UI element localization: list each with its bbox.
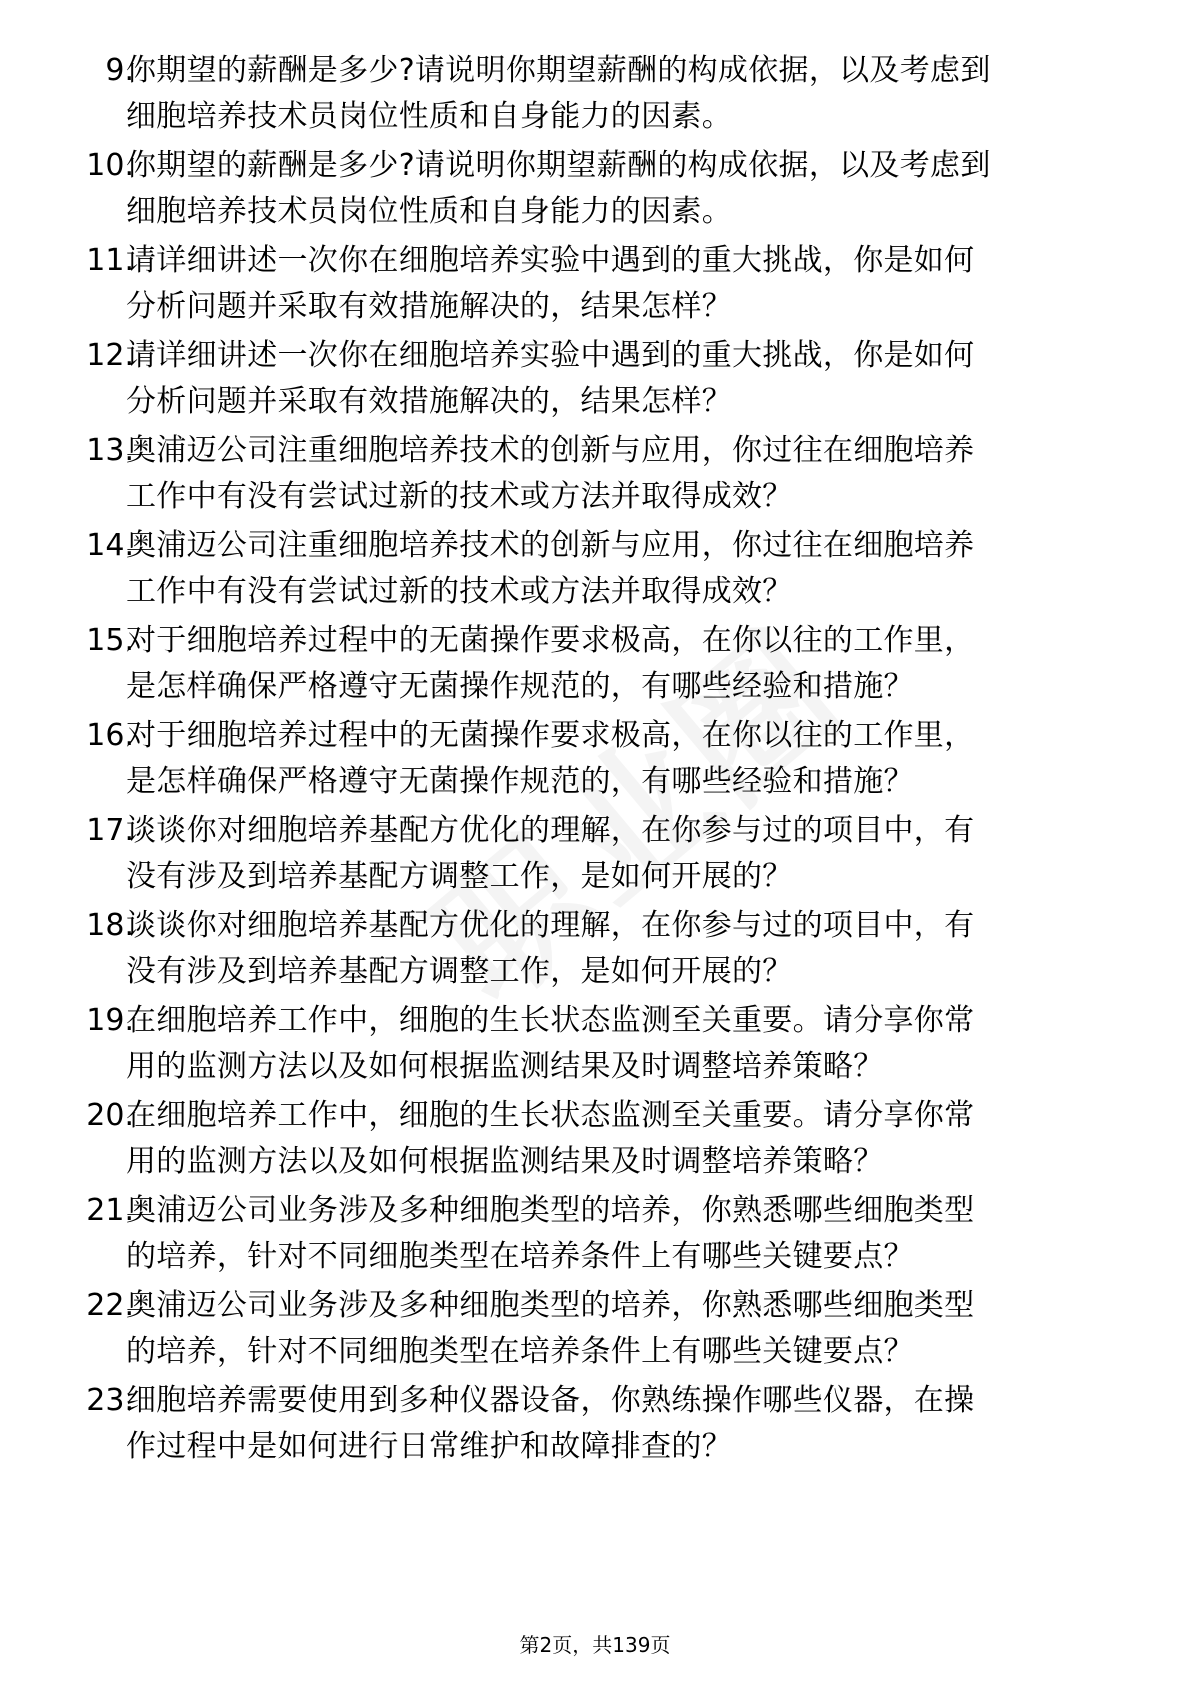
- question-text-line-1: 对于细胞培养过程中的无菌操作要求极高，在你以往的工作里，: [126, 623, 975, 658]
- question-item: [0, 1283, 1190, 1383]
- question-text-line-2: 用的监测方法以及如何根据监测结果及时调整培养策略？: [126, 1049, 884, 1084]
- question-item: [0, 238, 1190, 338]
- question-text-line-1: 谈谈你对细胞培养基配方优化的理解，在你参与过的项目中，有: [126, 908, 975, 943]
- question-text-line-2: 工作中有没有尝试过新的技术或方法并取得成效？: [126, 574, 793, 609]
- question-item: [0, 1093, 1190, 1193]
- question-number: 9.: [105, 53, 134, 88]
- page-footer: 第2页，共139页: [519, 1633, 671, 1657]
- question-text-line-1: 在细胞培养工作中，细胞的生长状态监测至关重要。请分享你常: [126, 1098, 975, 1133]
- question-text-line-1: 对于细胞培养过程中的无菌操作要求极高，在你以往的工作里，: [126, 718, 975, 753]
- question-number: 21.: [86, 1193, 134, 1228]
- question-text-line-1: 细胞培养需要使用到多种仪器设备，你熟练操作哪些仪器，在操: [126, 1383, 975, 1418]
- question-item: [0, 523, 1190, 623]
- question-text-line-1: 奥浦迈公司业务涉及多种细胞类型的培养，你熟悉哪些细胞类型: [126, 1288, 975, 1323]
- question-text-line-2: 分析问题并采取有效措施解决的，结果怎样？: [126, 289, 732, 324]
- question-number: 15.: [86, 623, 134, 658]
- question-text-line-1: 你期望的薪酬是多少?请说明你期望薪酬的构成依据，以及考虑到: [126, 53, 991, 88]
- question-text-line-2: 没有涉及到培养基配方调整工作，是如何开展的？: [126, 954, 793, 989]
- question-text-line-1: 谈谈你对细胞培养基配方优化的理解，在你参与过的项目中，有: [126, 813, 975, 848]
- question-text-line-1: 请详细讲述一次你在细胞培养实验中遇到的重大挑战，你是如何: [126, 338, 975, 373]
- question-text-line-2: 是怎样确保严格遵守无菌操作规范的，有哪些经验和措施？: [126, 764, 914, 799]
- question-item: [0, 48, 1190, 148]
- question-text-line-2: 作过程中是如何进行日常维护和故障排查的？: [126, 1429, 732, 1464]
- question-text-line-2: 细胞培养技术员岗位性质和自身能力的因素。: [126, 99, 732, 134]
- question-text-line-1: 请详细讲述一次你在细胞培养实验中遇到的重大挑战，你是如何: [126, 243, 975, 278]
- question-number: 12.: [86, 338, 134, 373]
- question-text-line-1: 你期望的薪酬是多少?请说明你期望薪酬的构成依据，以及考虑到: [126, 148, 991, 183]
- question-number: 23.: [86, 1383, 134, 1418]
- question-number: 16.: [86, 718, 134, 753]
- question-text-line-2: 是怎样确保严格遵守无菌操作规范的，有哪些经验和措施？: [126, 669, 914, 704]
- question-text-line-2: 工作中有没有尝试过新的技术或方法并取得成效？: [126, 479, 793, 514]
- question-text-line-1: 在细胞培养工作中，细胞的生长状态监测至关重要。请分享你常: [126, 1003, 975, 1038]
- question-text-line-1: 奥浦迈公司注重细胞培养技术的创新与应用，你过往在细胞培养: [126, 433, 975, 468]
- question-number: 14.: [86, 528, 134, 563]
- question-number: 13.: [86, 433, 134, 468]
- question-text-line-2: 细胞培养技术员岗位性质和自身能力的因素。: [126, 194, 732, 229]
- question-number: 17.: [86, 813, 134, 848]
- question-item: [0, 1378, 1190, 1478]
- question-item: [0, 903, 1190, 1003]
- question-text-line-1: 奥浦迈公司业务涉及多种细胞类型的培养，你熟悉哪些细胞类型: [126, 1193, 975, 1228]
- question-item: [0, 618, 1190, 718]
- question-number: 18.: [86, 908, 134, 943]
- question-text-line-2: 的培养，针对不同细胞类型在培养条件上有哪些关键要点？: [126, 1239, 914, 1274]
- question-number: 20.: [86, 1098, 134, 1133]
- question-item: [0, 428, 1190, 528]
- question-number: 10.: [86, 148, 134, 183]
- question-item: [0, 333, 1190, 433]
- question-text-line-2: 用的监测方法以及如何根据监测结果及时调整培养策略？: [126, 1144, 884, 1179]
- question-text-line-2: 的培养，针对不同细胞类型在培养条件上有哪些关键要点？: [126, 1334, 914, 1369]
- question-item: [0, 143, 1190, 243]
- question-number: 22.: [86, 1288, 134, 1323]
- question-number: 19.: [86, 1003, 134, 1038]
- question-number: 11.: [86, 243, 134, 278]
- question-item: [0, 1188, 1190, 1288]
- question-text-line-2: 没有涉及到培养基配方调整工作，是如何开展的？: [126, 859, 793, 894]
- question-item: [0, 808, 1190, 908]
- question-item: [0, 998, 1190, 1098]
- question-text-line-2: 分析问题并采取有效措施解决的，结果怎样？: [126, 384, 732, 419]
- question-text-line-1: 奥浦迈公司注重细胞培养技术的创新与应用，你过往在细胞培养: [126, 528, 975, 563]
- question-item: [0, 713, 1190, 813]
